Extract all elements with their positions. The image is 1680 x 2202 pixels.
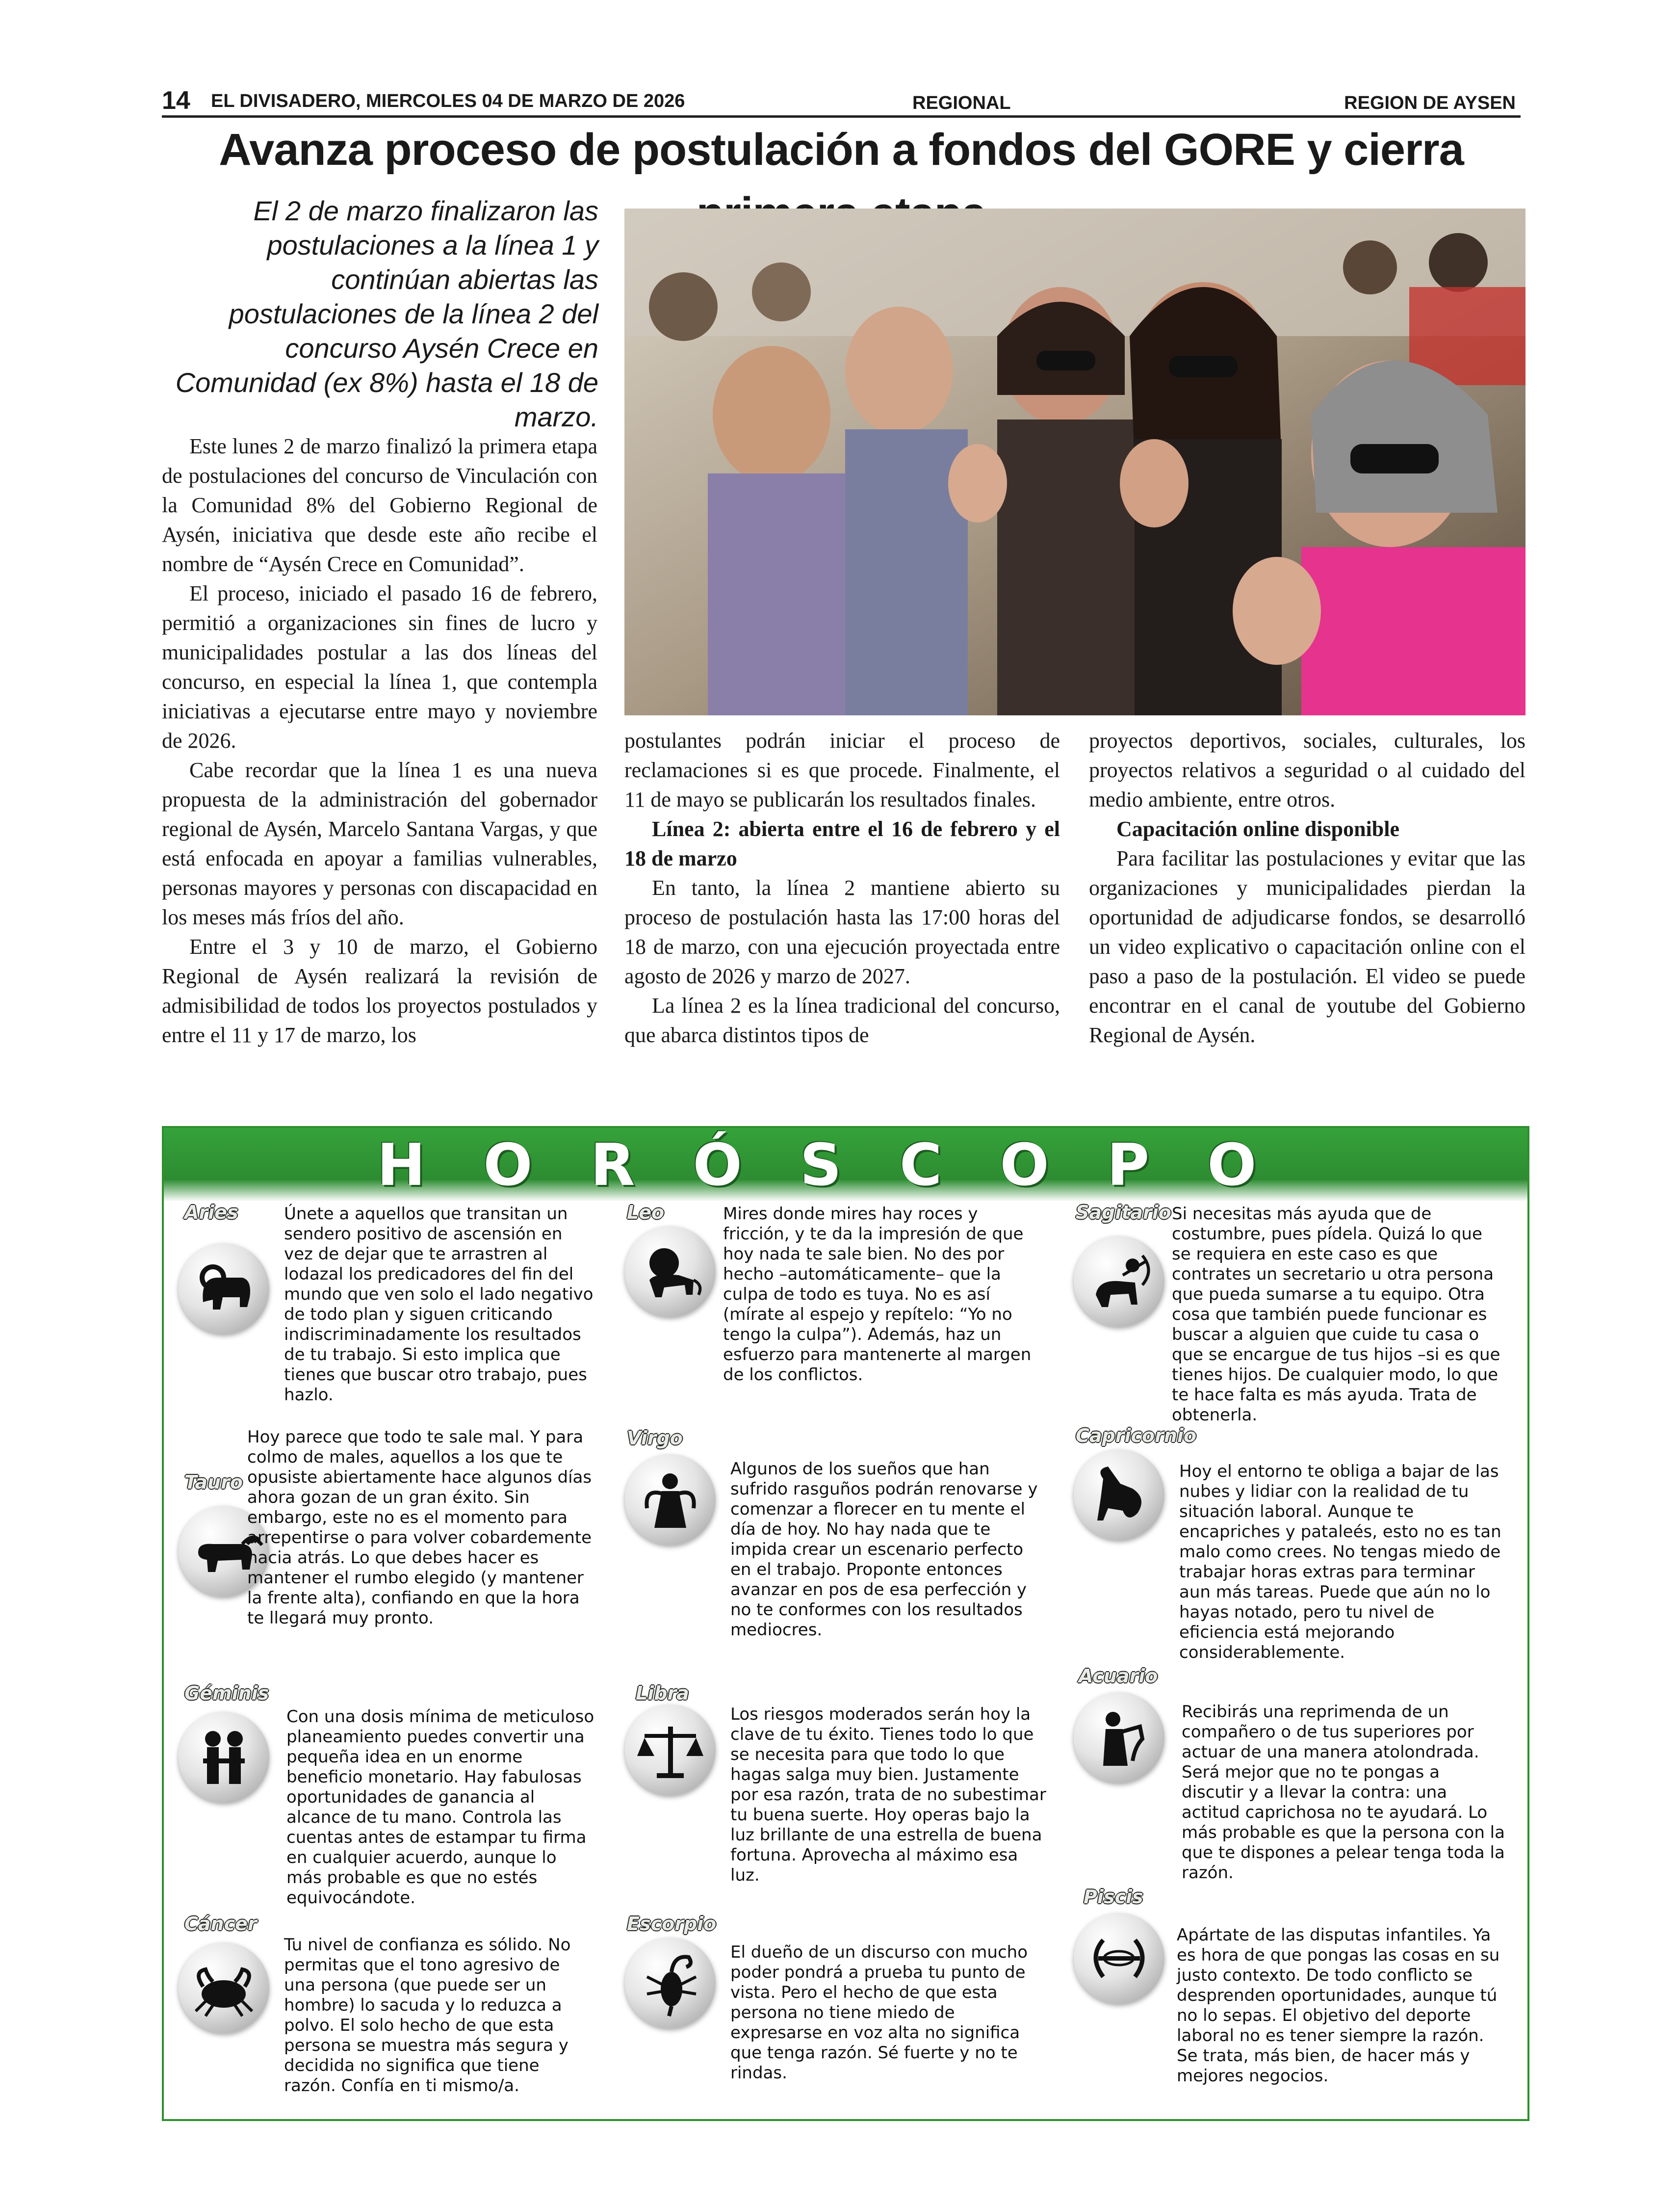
publication-dateline: EL DIVISADERO, MIERCOLES 04 DE MARZO DE 2026 (211, 91, 685, 111)
sign-name: Leo (627, 1202, 665, 1223)
sign-text: Algunos de los sueños que han sufrido rasguños podrán renovarse y comenzar a florecer en tu mente el día de hoy. No hay nada que te impida crear un escenario perfecto en el trabajo. Proponte entonces avanzar en pos de esa perfección y no te conformes con los resultados mediocres. (730, 1459, 1038, 1640)
sign-name: Sagitario (1076, 1202, 1171, 1223)
sign-text: Hoy parece que todo te sale mal. Y para colmo de males, aquellos a los que te opusiste abiertamente hace algunos días ahora gozan de un gran éxito. Sin embargo, este no es el momento para arrepentirse o para volver cobardemente hacia atrás. Lo que debes hacer es mantener el rumbo elegido (y mantener la frente alta), confiando en que la hora te llegará muy pronto. (247, 1427, 592, 1628)
sign-name: Piscis (1084, 1886, 1143, 1908)
paragraph: proyectos deportivos, sociales, culturales, los proyectos relativos a seguridad o al cuidado del medio ambiente, entre otros. (1089, 729, 1525, 812)
article-column-3 (1089, 726, 1525, 1050)
article-headline: Avanza proceso de postulación a fondos del GORE y cierra (219, 125, 1464, 175)
sign-text: Si necesitas más ayuda que de costumbre, pues pídela. Quizá lo que se requiera en este caso es que contrates un secretario u otra persona que pueda sumarse a tu equipo. Otra cosa que también puede funcionar es buscar a alguien que cuide tu casa o que se encargue de tus hijos –si es que tienes hijos. De cualquier modo, lo que te hace falta es más ayuda. Trata de obtenerla. (1172, 1204, 1500, 1425)
sign-text: Apártate de las disputas infantiles. Ya es hora de que pongas las cosas en su justo contexto. De todo conflicto se desprenden oportunidades, aunque tú no lo sepas. El objetivo del deporte laboral no es tener siempre la razón. Se trata, más bien, de hacer más y mejores negocios. (1177, 1925, 1500, 2086)
sign-name: Capricornio (1076, 1425, 1197, 1446)
sign-text: Los riesgos moderados serán hoy la clave de tu éxito. Tienes todo lo que se necesita para que todo lo que hagas salga muy bien. Justamente por esa razón, trata de no subestimar tu buena suerte. Hoy operas bajo la luz brillante de una estrella de buena fortuna. Aprovecha al máximo esa luz. (730, 1704, 1046, 1885)
sign-name: Virgo (627, 1427, 683, 1449)
sign-text: Tu nivel de confianza es sólido. No permitas que el tono agresivo de una persona (que puede ser un hombre) lo sacuda y lo reduzca a polvo. El solo hecho de que esta persona se muestra más segura y decidida no significa que tiene razón. Confía en ti mismo/a. (284, 1935, 571, 2096)
paragraph: Cabe recordar que la línea 1 es una nueva propuesta de la administración del gobernador regional de Aysén, Marcelo Santana Vargas, y que está enfocada en apoyar a familias vulnerables, personas mayores y personas con discapacidad en los meses más fríos del año. (162, 758, 597, 929)
article-photo (624, 209, 1525, 715)
audience-applauding-illustration (624, 209, 1525, 715)
sign-text: Con una dosis mínima de meticuloso planeamiento puedes convertir una pequeña idea en un enorme beneficio monetario. Hay fabulosas oportunidades de ganancia al alcance de tu mano. Controla las cuentas antes de estampar tu firma en cualquier acuerdo, aunque lo más probable es que no estés equivocándote. (286, 1707, 594, 1908)
section-label: REGIONAL (912, 93, 1011, 113)
paragraph: Entre el 3 y 10 de marzo, el Gobierno Regional de Aysén realizará la revisión de admisibilidad de todos los proyectos postulados y entre el 11 y 17 de marzo, los (162, 935, 597, 1047)
page-header (162, 86, 1521, 118)
sign-name: Escorpio (627, 1913, 717, 1935)
paragraph: En tanto, la línea 2 mantiene abierto su proceso de postulación hasta las 17:00 horas del 18 de marzo, con una ejecución proyectada entre agosto de 2026 y marzo de 2027. (624, 876, 1060, 988)
horoscope-box (162, 1126, 1529, 2121)
sign-text: Mires donde mires hay roces y fricción, y te da la impresión de que hoy nada te sale bien. No des por hecho –automáticamente– que la culpa de todo es tuya. No es así (mírate al espejo y repítelo: “Yo no tengo la culpa”). Además, haz un esfuerzo para mantenerte al margen de los conflictos. (723, 1204, 1032, 1385)
sign-name: Cáncer (184, 1913, 257, 1935)
paragraph: Para facilitar las postulaciones y evitar que las organizaciones y municipalidades pierdan la oportunidad de adjudicarse fondos, se desarrolló un video explicativo o capacitación online con el paso a paso de la postulación. El video se puede encontrar en el canal de youtube del Gobierno Regional de Aysén. (1089, 846, 1525, 1047)
sign-text: Únete a aquellos que transitan un sendero positivo de ascensión en vez de dejar que te arrastren al lodazal los predicadores del fin del mundo que ven solo el lado negativo de todo plan y siguen criticando indiscriminadamente los resultados de tu trabajo. Si esto implica que tienes que buscar otro trabajo, pues hazlo. (284, 1204, 594, 1405)
article-column-1 (162, 432, 597, 1050)
horoscope-title: HORÓSCOPO (377, 1131, 1315, 1199)
sign-name: Libra (636, 1682, 689, 1704)
paragraph: postulantes podrán iniciar el proceso de reclamaciones si es que procede. Finalmente, el 11 de mayo se publicarán los resultados finales. (624, 729, 1060, 812)
sign-name: Acuario (1079, 1665, 1158, 1687)
sign-name: Géminis (184, 1682, 269, 1704)
paragraph: El proceso, iniciado el pasado 16 de febrero, permitió a organizaciones sin fines de lucro y municipalidades postular a las dos líneas del concurso, en especial la línea 1, que contempla iniciativas a ejecutarse entre mayo y noviembre de 2026. (162, 581, 597, 753)
article-lead: El 2 de marzo finalizaron las postulaciones a la línea 1 y continúan abiertas las postulaciones de la línea 2 del concurso Aysén Crece en Comunidad (ex 8%) hasta el 18 de marzo. (175, 195, 598, 432)
region-label: REGION DE AYSEN (1344, 93, 1516, 113)
article-column-2 (624, 726, 1060, 1050)
sign-text: Hoy el entorno te obliga a bajar de las nubes y lidiar con la realidad de tu situación laboral. Aunque te encapriches y pataleés, esto no es tan malo como crees. No tengas miedo de trabajar horas extras para terminar aun más tareas. Puede que aún no lo hayas notado, pero tu nivel de eficiencia está mejorando considerablemente. (1179, 1462, 1501, 1662)
subheading: Capacitación online disponible (1116, 817, 1400, 841)
sign-name: Aries (184, 1202, 238, 1223)
sign-text: El dueño de un discurso con mucho poder pondrá a prueba tu punto de vista. Pero el hecho de que esta persona no tiene miedo de expresarse en voz alta no significa que tenga razón. Sé fuerte y no te rindas. (730, 1942, 1028, 2083)
page-number: 14 (162, 86, 190, 115)
subheading: Línea 2: abierta entre el 16 de febrero y el 18 de marzo (624, 817, 1060, 870)
paragraph: Este lunes 2 de marzo finalizó la primera etapa de postulaciones del concurso de Vinculación con la Comunidad 8% del Gobierno Regional de Aysén, iniciativa que desde este año recibe el nombre de “Aysén Crece en Comunidad”. (162, 434, 597, 576)
sign-text: Recibirás una reprimenda de un compañero o de tus superiores por actuar de una manera atolondrada. Será mejor que no te pongas a discutir y a llevar la contra: una actitud caprichosa no te ayudará. Lo más probable es que la persona con la que te dispones a pelear tenga toda la razón. (1182, 1702, 1505, 1883)
sign-name: Tauro (184, 1471, 243, 1493)
paragraph: La línea 2 es la línea tradicional del concurso, que abarca distintos tipos de (624, 994, 1060, 1047)
